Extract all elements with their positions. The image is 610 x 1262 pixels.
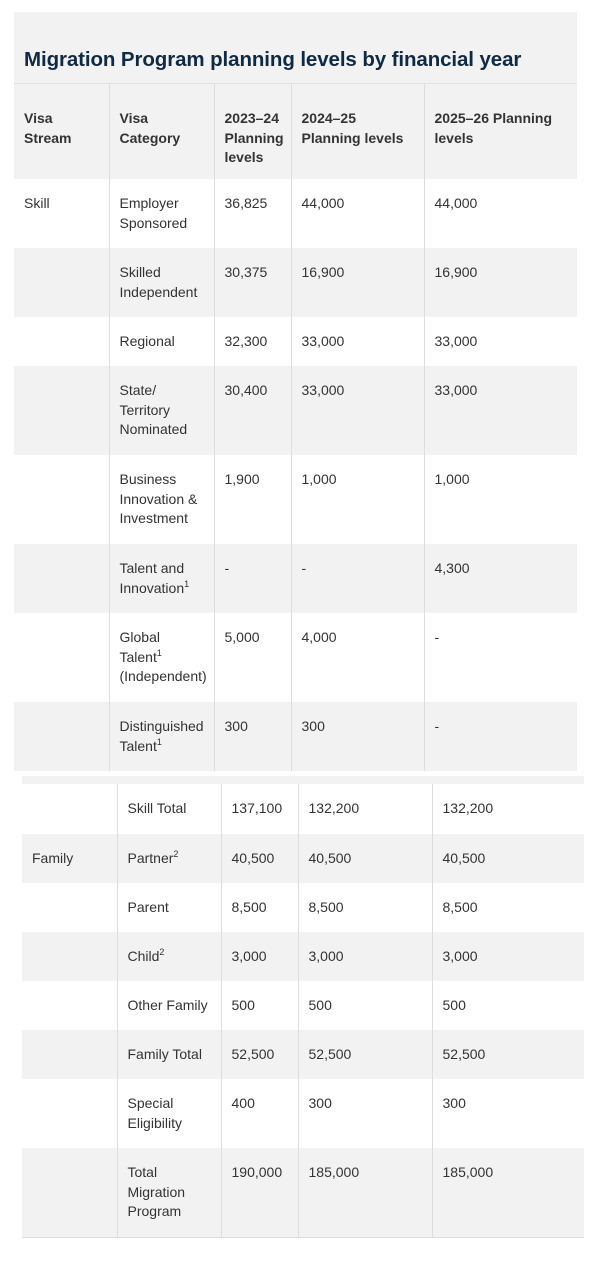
cell-2025-26: 16,900 xyxy=(424,248,577,317)
cell-category: Other Family xyxy=(117,981,221,1030)
cell-2024-25: 132,200 xyxy=(298,784,432,834)
cell-2025-26: 33,000 xyxy=(424,366,577,455)
cell-2024-25: 33,000 xyxy=(291,317,424,366)
header-2025-26: 2025–26 Planning levels xyxy=(424,84,577,179)
category-text: Child xyxy=(127,948,160,964)
cell-2025-26: - xyxy=(424,702,577,771)
cell-stream xyxy=(14,544,109,613)
cell-stream xyxy=(22,784,117,834)
cell-2023-24: 30,375 xyxy=(214,248,291,317)
planning-table-part-2 xyxy=(22,776,584,1238)
cell-stream: Skill xyxy=(24,195,50,211)
cell-2025-26: 33,000 xyxy=(424,317,577,366)
cell-2025-26: 3,000 xyxy=(432,932,584,981)
cell-category xyxy=(117,932,221,981)
cell-2024-25: 40,500 xyxy=(298,834,432,883)
cell-2025-26: 40,500 xyxy=(432,834,584,883)
table-row xyxy=(22,834,584,883)
cell-2023-24: 30,400 xyxy=(214,366,291,455)
category-text: Talent and Innovation xyxy=(119,560,185,596)
divider-cell xyxy=(117,776,221,784)
cell-stream: Family xyxy=(32,850,74,866)
footnote-marker: 2 xyxy=(159,947,165,957)
table-row xyxy=(14,455,577,544)
table-row xyxy=(22,932,584,981)
cell-stream xyxy=(14,317,109,366)
divider-cell xyxy=(298,776,432,784)
cell-category: Business Innovation & Investment xyxy=(109,455,214,544)
cell-2024-25: 1,000 xyxy=(291,455,424,544)
planning-table xyxy=(14,84,577,771)
cell-category: Employer Sponsored xyxy=(109,179,214,248)
cell-2023-24: 300 xyxy=(214,702,291,771)
cell-2025-26: 44,000 xyxy=(424,179,577,248)
cell-stream xyxy=(22,1079,117,1148)
cell-category xyxy=(109,544,214,613)
category-text: Global Talent xyxy=(119,629,160,665)
cell-2024-25: 300 xyxy=(298,1079,432,1148)
cell-2023-24: 500 xyxy=(221,981,298,1030)
cell-stream xyxy=(22,981,117,1030)
cell-stream xyxy=(22,1030,117,1079)
cell-category: Regional xyxy=(109,317,214,366)
header-2023-24: 2023–24 Planning levels xyxy=(214,84,291,179)
table-row xyxy=(22,1079,584,1148)
header-visa-category: Visa Category xyxy=(109,84,214,179)
cell-2024-25: 300 xyxy=(291,702,424,771)
table-row xyxy=(14,702,577,771)
table-row xyxy=(22,883,584,932)
cell-2023-24: 8,500 xyxy=(221,883,298,932)
cell-stream xyxy=(22,932,117,981)
table-divider xyxy=(22,776,584,784)
cell-2025-26: 185,000 xyxy=(432,1148,584,1237)
header-visa-stream: Visa Stream xyxy=(24,110,72,146)
cell-stream xyxy=(22,883,117,932)
planning-table-continued xyxy=(22,776,584,1238)
cell-2023-24: 1,900 xyxy=(214,455,291,544)
cell-2023-24: 40,500 xyxy=(221,834,298,883)
cell-2024-25: 33,000 xyxy=(291,366,424,455)
cell-2025-26: 8,500 xyxy=(432,883,584,932)
cell-2023-24: 52,500 xyxy=(221,1030,298,1079)
table-row xyxy=(14,544,577,613)
cell-2025-26: - xyxy=(424,613,577,702)
table-row xyxy=(14,179,577,248)
category-suffix: (Independent) xyxy=(119,668,207,685)
cell-2024-25: 3,000 xyxy=(298,932,432,981)
cell-2023-24: 32,300 xyxy=(214,317,291,366)
cell-category xyxy=(109,613,214,702)
cell-category: Parent xyxy=(117,883,221,932)
cell-category: Skilled Independent xyxy=(109,248,214,317)
header-2024-25: 2024–25 Planning levels xyxy=(291,84,424,179)
divider-cell xyxy=(221,776,298,784)
footnote-marker: 1 xyxy=(156,736,162,747)
cell-category: Total Migration Program xyxy=(117,1148,221,1237)
table-title: Migration Program planning levels by financial year xyxy=(24,48,522,71)
table-caption xyxy=(14,12,577,84)
cell-2023-24: 3,000 xyxy=(221,932,298,981)
footnote-marker: 2 xyxy=(173,849,179,859)
cell-2024-25: 52,500 xyxy=(298,1030,432,1079)
cell-2024-25: 8,500 xyxy=(298,883,432,932)
cell-2023-24: 400 xyxy=(221,1079,298,1148)
cell-2024-25: 4,000 xyxy=(291,613,424,702)
divider-cell xyxy=(432,776,584,784)
cell-2024-25: 500 xyxy=(298,981,432,1030)
cell-category: Special Eligibility xyxy=(117,1079,221,1148)
cell-2024-25: 185,000 xyxy=(298,1148,432,1237)
cell-2025-26: 1,000 xyxy=(424,455,577,544)
footnote-marker: 1 xyxy=(156,647,162,658)
cell-stream xyxy=(14,248,109,317)
cell-2023-24: 36,825 xyxy=(214,179,291,248)
table-row xyxy=(14,248,577,317)
cell-category xyxy=(109,702,214,771)
cell-category: Skill Total xyxy=(117,784,221,834)
cell-2024-25: - xyxy=(291,544,424,613)
cell-2025-26: 500 xyxy=(432,981,584,1030)
cell-stream xyxy=(14,455,109,544)
planning-table-part-1 xyxy=(14,12,577,771)
cell-2024-25: 16,900 xyxy=(291,248,424,317)
cell-category xyxy=(117,834,221,883)
cell-category: Family Total xyxy=(117,1030,221,1079)
cell-2025-26: 300 xyxy=(432,1079,584,1148)
table-row xyxy=(14,366,577,455)
table-row xyxy=(22,784,584,834)
footnote-marker: 1 xyxy=(184,578,190,589)
cell-2025-26: 132,200 xyxy=(432,784,584,834)
category-text: Partner xyxy=(127,850,174,866)
cell-2024-25: 44,000 xyxy=(291,179,424,248)
table-row xyxy=(14,613,577,702)
cell-category: State/ Territory Nominated xyxy=(109,366,214,455)
cell-stream xyxy=(14,702,109,771)
cell-2023-24: 190,000 xyxy=(221,1148,298,1237)
cell-stream xyxy=(14,366,109,455)
table-row xyxy=(22,1148,584,1237)
cell-2025-26: 52,500 xyxy=(432,1030,584,1079)
cell-2025-26: 4,300 xyxy=(424,544,577,613)
table-row xyxy=(22,981,584,1030)
table-row xyxy=(22,1030,584,1079)
cell-2023-24: 5,000 xyxy=(214,613,291,702)
cell-stream xyxy=(22,1148,117,1237)
cell-2023-24: 137,100 xyxy=(221,784,298,834)
cell-stream xyxy=(14,613,109,702)
divider-cell xyxy=(22,776,117,784)
cell-2023-24: - xyxy=(214,544,291,613)
category-text: Distinguished Talent xyxy=(119,718,204,754)
header-row xyxy=(14,84,577,179)
table-row xyxy=(14,317,577,366)
